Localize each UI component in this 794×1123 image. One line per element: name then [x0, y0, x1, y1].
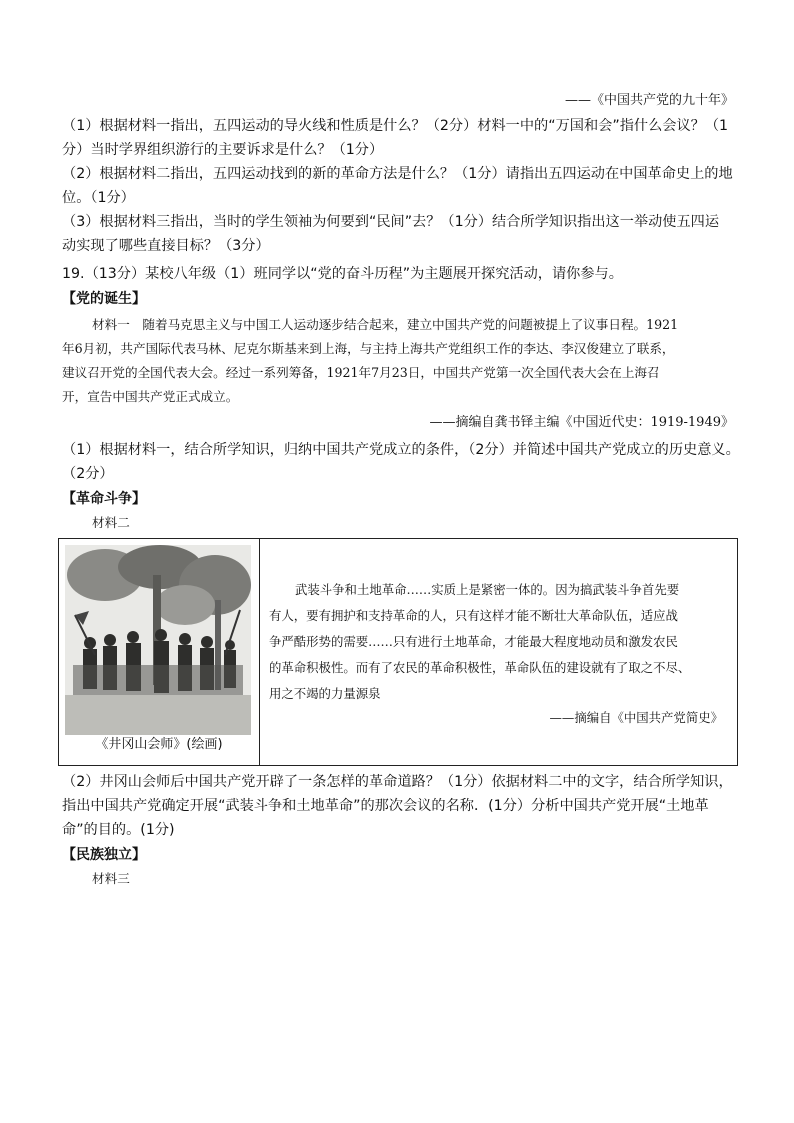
q18-sub2-line2: 位。（1分）	[62, 190, 135, 206]
q19-sub2-line3: 命”的目的。(1分)	[62, 822, 175, 838]
material2-line3: 争严酷形势的需要……只有进行土地革命，才能最大程度地动员和激发农民	[269, 634, 678, 649]
material2-line1: 武装斗争和土地革命……实质上是紧密一体的。因为搞武装斗争首先要	[295, 582, 680, 597]
box-divider	[259, 539, 260, 765]
material2-line5: 用之不竭的力量源泉	[269, 686, 381, 701]
jinggangshan-painting-image	[65, 545, 251, 759]
q19-intro: 19.（13分）某校八年级（1）班同学以“党的奋斗历程”为主题展开探究活动，请你参与。	[62, 266, 623, 282]
q19-sub2-line1: （2）井冈山会师后中国共产党开辟了一条怎样的革命道路？（1分）依据材料二中的文字，结合所学知识，	[62, 774, 733, 790]
section-header-party-birth: 【党的诞生】	[62, 291, 146, 307]
material2-box	[58, 538, 738, 766]
q18-sub3-line2: 动实现了哪些直接目标？（3分）	[62, 238, 270, 254]
q18-sub1-line1: （1）根据材料一指出，五四运动的导火线和性质是什么？（2分）材料一中的“万国和会”指什么会议？（1	[62, 118, 729, 134]
material1-line1: 材料一 随着马克思主义与中国工人运动逐步结合起来，建立中国共产党的问题被提上了议事日程。1921	[92, 317, 679, 332]
material2-label: 材料二	[92, 515, 130, 530]
section-header-national-independence: 【民族独立】	[62, 847, 146, 863]
source-citation-ninety-years: ——《中国共产党的九十年》	[564, 93, 734, 108]
material2-line4: 的革命积极性。而有了农民的革命积极性，革命队伍的建设就有了取之不尽、	[269, 660, 691, 675]
material1-source: ——摘编自龚书铎主编《中国近代史：1919-1949》	[429, 415, 734, 430]
q18-sub2-line1: （2）根据材料二指出，五四运动找到的新的革命方法是什么？（1分）请指出五四运动在中国革命史上的地	[62, 166, 733, 182]
q19-sub1-line1: （1）根据材料一，结合所学知识，归纳中国共产党成立的条件，（2分）并简述中国共产党成立的历史意义。	[62, 442, 740, 458]
material1-line3: 建议召开党的全国代表大会。经过一系列筹备，1921年7月23日，中国共产党第一次全国代表大会在上海召	[62, 365, 660, 380]
material1-line4: 开，宣告中国共产党正式成立。	[62, 389, 239, 404]
material2-line2: 有人，要有拥护和支持革命的人，只有这样才能不断壮大革命队伍，适应战	[269, 608, 678, 623]
section-header-revolution: 【革命斗争】	[62, 491, 146, 507]
q18-sub1-line2: 分）当时学界组织游行的主要诉求是什么？（1分）	[62, 142, 384, 158]
material1-line2: 年6月初，共产国际代表马林、尼克尔斯基来到上海，与主持上海共产党组织工作的李达、李汉俊建立了联系，	[62, 341, 675, 356]
q19-sub2-line2: 指出中国共产党确定开展“武装斗争和土地革命”的那次会议的名称．(1分）分析中国共产党开展“土地革	[62, 798, 709, 814]
material3-label: 材料三	[92, 871, 130, 886]
material2-source: ——摘编自《中国共产党简史》	[549, 710, 723, 725]
q19-sub1-line2: （2分）	[62, 466, 114, 482]
painting-caption: 《井冈山会师》(绘画)	[95, 737, 223, 752]
q18-sub3-line1: （3）根据材料三指出，当时的学生领袖为何要到“民间”去？（1分）结合所学知识指出这一举动使五四运	[62, 214, 720, 230]
